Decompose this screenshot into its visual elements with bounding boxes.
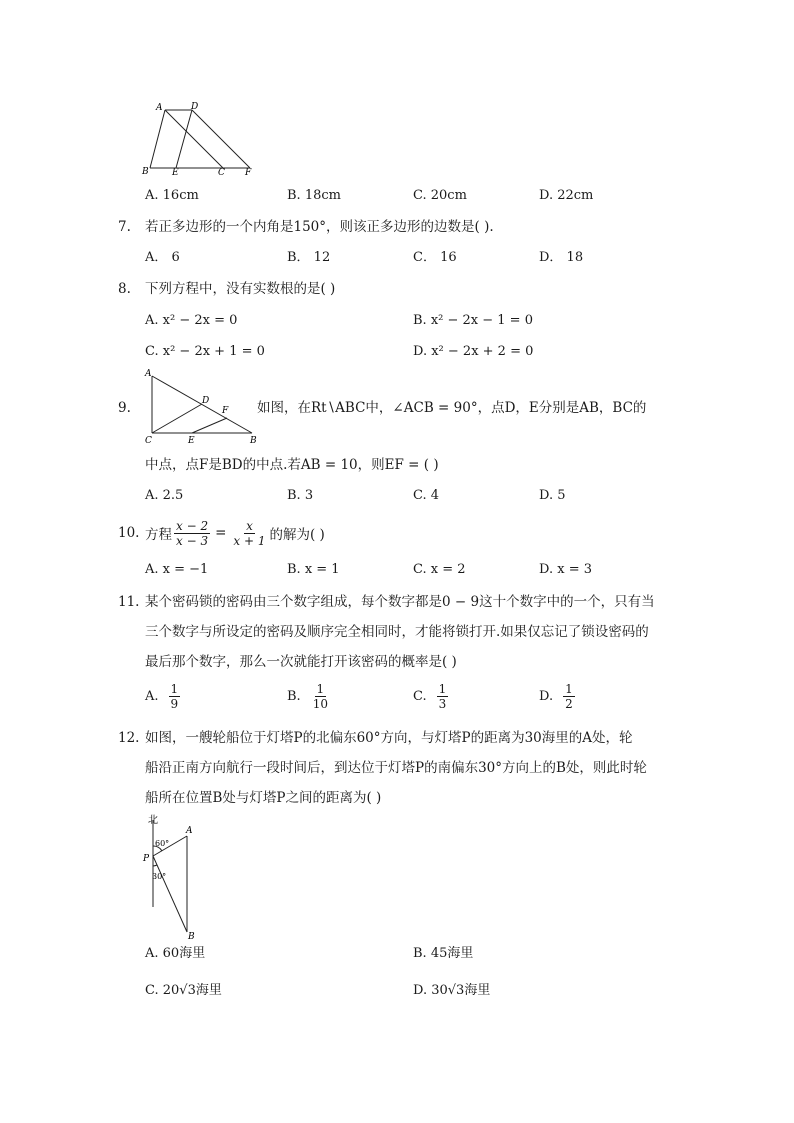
- q12-angle-30: 30°: [152, 872, 167, 881]
- q11-line1: 某个密码锁的密码由三个数字组成，每个数字都是0 − 9这十个数字中的一个，只有当: [145, 594, 655, 610]
- q6-label-d: D: [191, 102, 199, 112]
- q8-option-b: B. x² − 2x − 1 = 0: [413, 313, 533, 328]
- q7-option-d: D． 18: [539, 250, 584, 265]
- q10-suffix: 的解为( ): [269, 527, 325, 543]
- q6-figure: [138, 98, 258, 178]
- q12-option-d: D. 30√3海里: [413, 983, 491, 998]
- q11-line2: 三个数字与所设定的密码及顺序完全相同时，才能将锁打开.如果仅忘记了锁设密码的: [145, 624, 649, 640]
- q11-option-b: B. $\frac{1}{10}$: [287, 682, 328, 711]
- q10-option-d: D. x = 3: [539, 562, 592, 577]
- q11-line3: 最后那个数字，那么一次就能打开该密码的概率是( ): [145, 654, 457, 670]
- q6-label-e: E: [172, 168, 179, 178]
- q10-fraction-left: $\frac{x - 2}{x - 3}$: [176, 518, 209, 548]
- q6-label-c: C: [218, 168, 225, 178]
- q9-label-e: E: [188, 436, 195, 446]
- q9-label-c: C: [145, 436, 152, 446]
- q6-option-a: A. 16cm: [145, 188, 199, 203]
- q6-option-b: B. 18cm: [287, 188, 341, 203]
- q6-option-c: C. 20cm: [413, 188, 467, 203]
- q10-fraction-right: $\frac{x}{x + 1}$: [233, 518, 266, 548]
- q9-label-d: D: [202, 396, 210, 406]
- q11-option-d: D. $\frac{1}{2}$: [539, 682, 573, 711]
- q12-label-b: B: [188, 932, 195, 942]
- q6-label-f: F: [245, 168, 252, 178]
- q10-option-c: C. x = 2: [413, 562, 466, 577]
- q12-line1: 如图，一艘轮船位于灯塔P的北偏东60°方向，与灯塔P的距离为30海里的A处，轮: [145, 730, 633, 746]
- q8-text: 下列方程中，没有实数根的是( ): [145, 281, 336, 297]
- q12-figure: [138, 812, 208, 942]
- q9-label-b: B: [250, 436, 257, 446]
- q7-option-a: A． 6: [145, 250, 180, 265]
- q9-option-c: C. 4: [413, 488, 440, 503]
- q8-option-c: C. x² − 2x + 1 = 0: [145, 344, 265, 359]
- q12-north-label: 北: [148, 815, 158, 826]
- q9-option-a: A. 2.5: [145, 488, 184, 503]
- q10-prefix: 方程: [145, 527, 172, 543]
- q9-option-b: B. 3: [287, 488, 314, 503]
- q11-number: 11.: [118, 594, 140, 610]
- q12-angle-60: 60°: [155, 839, 170, 848]
- q9-line1: 如图，在Rt∖ABC中，∠ACB = 90°，点D，E分别是AB，BC的: [257, 400, 647, 416]
- q10-option-b: B. x = 1: [287, 562, 340, 577]
- q12-line3: 船所在位置B处与灯塔P之间的距离为( ): [145, 790, 382, 806]
- q12-label-p: P: [143, 854, 150, 864]
- q10-number: 10.: [118, 525, 140, 541]
- q12-option-c: C. 20√3海里: [145, 983, 222, 998]
- q7-number: 7.: [118, 219, 131, 235]
- q10-equation: [145, 514, 325, 552]
- q10-equals: =: [215, 525, 227, 541]
- q9-number: 9.: [118, 400, 131, 416]
- q7-option-c: C． 16: [413, 250, 457, 265]
- q9-label-a: A: [145, 369, 152, 379]
- q12-line2: 船沿正南方向航行一段时间后，到达位于灯塔P的南偏东30°方向上的B处，则此时轮: [145, 760, 647, 776]
- q9-line2: 中点，点F是BD的中点.若AB = 10，则EF = ( ): [145, 457, 439, 473]
- q11-option-c: C. $\frac{1}{3}$: [413, 682, 447, 711]
- q9-figure: [140, 366, 265, 446]
- q6-label-a: A: [156, 103, 163, 113]
- q8-number: 8.: [118, 281, 131, 297]
- q10-option-a: A. x = −1: [145, 562, 209, 577]
- q6-option-d: D. 22cm: [539, 188, 594, 203]
- q11-option-a: A. $\frac{1}{9}$: [145, 682, 179, 711]
- q12-number: 12.: [118, 730, 140, 746]
- q12-option-b: B. 45海里: [413, 946, 474, 961]
- q7-option-b: B． 12: [287, 250, 331, 265]
- q7-text: 若正多边形的一个内角是150°，则该正多边形的边数是( ).: [145, 219, 494, 235]
- q12-label-a: A: [186, 826, 193, 836]
- q12-option-a: A. 60海里: [145, 946, 206, 961]
- q9-label-f: F: [222, 406, 229, 416]
- q9-option-d: D. 5: [539, 488, 566, 503]
- q6-label-b: B: [142, 167, 149, 177]
- q8-option-a: A. x² − 2x = 0: [145, 313, 238, 328]
- q8-option-d: D. x² − 2x + 2 = 0: [413, 344, 534, 359]
